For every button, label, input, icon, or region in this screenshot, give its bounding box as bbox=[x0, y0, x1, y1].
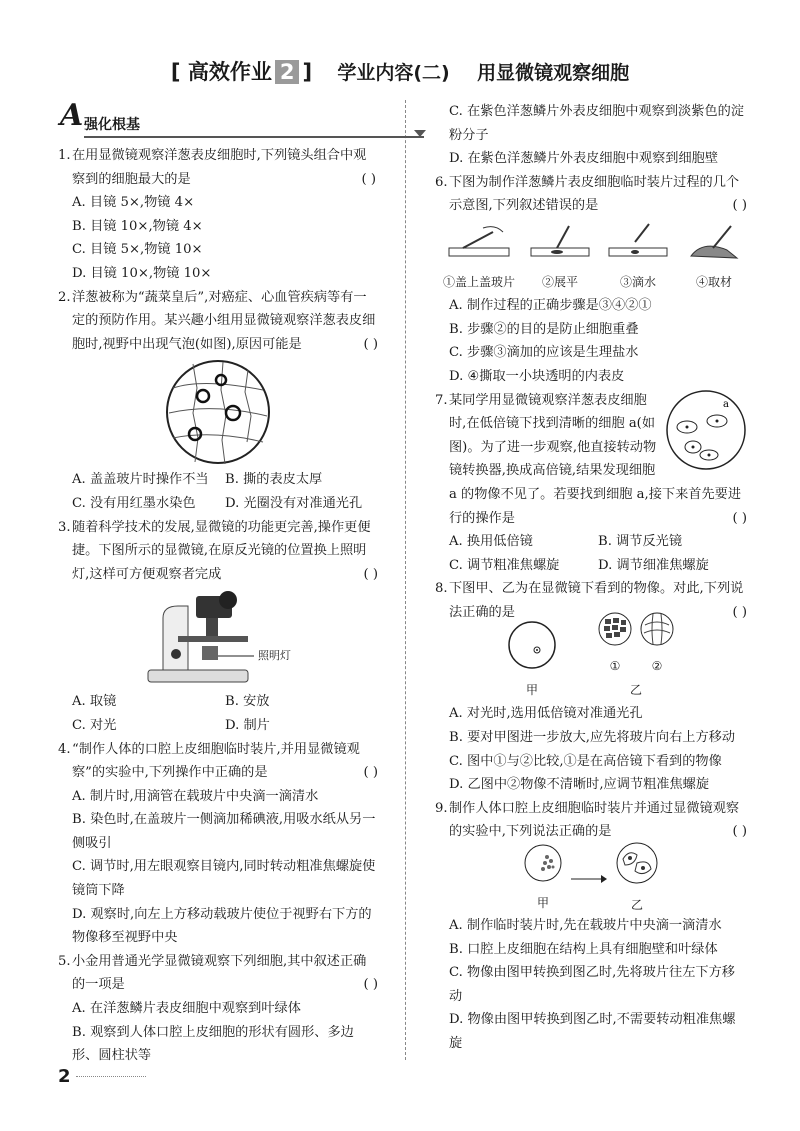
right-column bbox=[435, 100, 747, 1056]
option-row bbox=[58, 690, 378, 714]
option-b[interactable]: B. 安放 bbox=[225, 694, 270, 710]
question-number: 6. bbox=[435, 174, 448, 190]
yi-label: 乙 bbox=[630, 897, 643, 912]
option-d[interactable]: D. 乙图中②物像不清晰时,应调节粗准焦螺旋 bbox=[449, 777, 710, 793]
step-1-label: ①盖上盖玻片 bbox=[442, 274, 515, 289]
step-4 bbox=[681, 222, 747, 294]
option-c[interactable]: C. 在紫色洋葱鳞片外表皮细胞中观察到淡紫色的淀粉分子 bbox=[449, 104, 744, 143]
header-bracket-right: ] bbox=[302, 60, 313, 84]
question-8 bbox=[435, 577, 747, 624]
answer-paren: ( ) bbox=[732, 604, 747, 620]
question-stem: 在用显微镜观察洋葱表皮细胞时,下列镜头组合中观察到的细胞最大的是 bbox=[72, 148, 367, 187]
question-stem: 制作人体口腔上皮细胞临时装片并通过显微镜观察的实验中,下列说法正确的是 bbox=[449, 800, 740, 840]
option-row bbox=[58, 714, 378, 738]
step-2-label: ②展平 bbox=[541, 274, 578, 289]
jia-cells-image bbox=[523, 843, 563, 883]
option-a[interactable]: A. 换用低倍镜 bbox=[449, 534, 533, 550]
jia-label: 甲 bbox=[536, 895, 549, 910]
section-heading bbox=[58, 98, 378, 140]
option-c[interactable]: C. 没有用红墨水染色 bbox=[72, 495, 196, 511]
question-3 bbox=[58, 516, 378, 587]
step-2 bbox=[525, 222, 595, 294]
section-label: 强化根基 bbox=[84, 117, 140, 133]
option-row bbox=[435, 554, 747, 578]
option-row bbox=[435, 530, 747, 554]
option-d[interactable]: D. 物像由图甲转换到图乙时,不需要转动粗准焦螺旋 bbox=[449, 1012, 736, 1051]
option-d[interactable]: D. 光圈没有对准通光孔 bbox=[225, 495, 363, 511]
option-d[interactable]: D. 制片 bbox=[225, 717, 270, 733]
microscope-image bbox=[118, 588, 318, 688]
question-stem: 下图甲、乙为在显微镜下看到的物像。对此,下列说法正确的是 bbox=[449, 581, 744, 620]
option-d[interactable]: D. 调节细准焦螺旋 bbox=[598, 557, 709, 573]
option-a[interactable]: A. 目镜 5×,物镜 4× bbox=[72, 195, 195, 211]
cheek-cells-figure bbox=[435, 844, 747, 914]
header-title: 高效作业 bbox=[187, 60, 272, 84]
option-d[interactable]: D. ④撕取一小块透明的内表皮 bbox=[449, 368, 625, 384]
header-topic: 用显微镜观察细胞 bbox=[477, 62, 630, 84]
answer-paren: ( ) bbox=[361, 171, 376, 187]
spread-image bbox=[527, 222, 593, 262]
take-sample-image bbox=[683, 222, 745, 262]
jia-view bbox=[523, 843, 563, 915]
left-column bbox=[58, 98, 378, 1068]
question-number: 1. bbox=[58, 148, 71, 163]
header-number: 2 bbox=[275, 60, 300, 84]
question-stem: 随着科学技术的发展,显微镜的功能更完善,操作更便捷。下图所示的显微镜,在原反光镜的位置换上照明灯,这样可方便观察者完成 bbox=[72, 519, 371, 582]
question-stem: 洋葱被称为“蔬菜皇后”,对癌症、心血管疾病等有一定的预防作用。某兴趣小组用显微镜观察洋葱表皮细胞时,视野中出现气泡(如图),原因可能是 bbox=[72, 289, 376, 352]
question-7 bbox=[435, 389, 747, 531]
question-4 bbox=[58, 738, 378, 785]
question-stem: 小金用普通光学显微镜观察下列细胞,其中叙述正确的一项是 bbox=[72, 953, 367, 993]
option-b[interactable]: B. 染色时,在盖玻片一侧滴加稀碘液,用吸水纸从另一侧吸引 bbox=[72, 812, 376, 851]
question-number: 9. bbox=[435, 800, 448, 816]
answer-paren: ( ) bbox=[732, 198, 747, 214]
page-number-dots bbox=[76, 1076, 146, 1077]
question-number: 4. bbox=[58, 741, 71, 757]
header-bracket-left: [ bbox=[170, 60, 181, 84]
option-a[interactable]: A. 对光时,选用低倍镜对准通光孔 bbox=[449, 706, 643, 722]
step-4-label: ④取材 bbox=[695, 274, 732, 289]
section-bar bbox=[84, 136, 424, 138]
option-c[interactable]: C. 对光 bbox=[72, 717, 117, 733]
option-row bbox=[58, 492, 378, 516]
answer-paren: ( ) bbox=[732, 510, 747, 526]
question-number: 8. bbox=[435, 581, 448, 597]
cell-a-figure bbox=[665, 389, 747, 471]
cover-slip-image bbox=[443, 222, 515, 262]
drip-image bbox=[605, 222, 671, 262]
question-stem: “制作人体的口腔上皮细胞临时装片,并用显微镜观察”的实验中,下列操作中正确的是 bbox=[72, 741, 360, 781]
header-subtitle: 学业内容(二) bbox=[337, 62, 450, 84]
option-c[interactable]: C. 调节粗准焦螺旋 bbox=[449, 557, 560, 573]
jia-view bbox=[507, 620, 557, 702]
option-c[interactable]: C. 调节时,用左眼观察目镜内,同时转动粗准焦螺旋使镜筒下降 bbox=[72, 859, 376, 899]
option-row bbox=[58, 468, 378, 492]
yi-label: 乙 bbox=[629, 682, 642, 697]
question-number: 3. bbox=[58, 519, 71, 535]
yi-view bbox=[615, 841, 659, 917]
option-b[interactable]: B. 撕的表皮太厚 bbox=[225, 472, 323, 488]
option-c[interactable]: C. 目镜 5×,物镜 10× bbox=[72, 242, 203, 258]
question-6 bbox=[435, 171, 747, 218]
question-1 bbox=[58, 144, 378, 191]
option-a[interactable]: A. 盖盖玻片时操作不当 bbox=[72, 472, 209, 488]
question-number: 5. bbox=[58, 953, 71, 969]
option-c[interactable]: C. 图中①与②比较,①是在高倍镜下看到的物像 bbox=[449, 753, 722, 769]
section-letter: A bbox=[60, 98, 84, 133]
jia-label: 甲 bbox=[525, 682, 538, 697]
option-a[interactable]: A. 取镜 bbox=[72, 694, 117, 710]
bubble-figure bbox=[58, 356, 378, 468]
onion-cells-bubbles-image bbox=[163, 358, 273, 466]
question-5 bbox=[58, 950, 378, 997]
question-stem: 某同学用显微镜观察洋葱表皮细胞时,在低倍镜下找到清晰的细胞 a(如图)。为了进一步观察,他直接转动物镜转换器,换成高倍镜,结果发现细胞 a 的物像不见了。若要找到细胞 a,接下来首先要进行的操作是 bbox=[449, 392, 742, 526]
option-d[interactable]: D. 在紫色洋葱鳞片外表皮细胞中观察到细胞壁 bbox=[449, 151, 719, 167]
option-a[interactable]: A. 制片时,用滴管在载玻片中央滴一滴清水 bbox=[72, 788, 319, 804]
page-number: 2 bbox=[58, 1066, 71, 1087]
option-a[interactable]: A. 制作过程的正确步骤是③④②① bbox=[449, 298, 652, 314]
option-c[interactable]: C. 步骤③滴加的应该是生理盐水 bbox=[449, 345, 639, 361]
step-1 bbox=[441, 222, 517, 294]
page-header bbox=[0, 56, 800, 86]
option-a[interactable]: A. 制作临时装片时,先在载玻片中央滴一滴清水 bbox=[449, 918, 722, 934]
jia-yi-figure bbox=[435, 624, 747, 702]
question-9 bbox=[435, 797, 747, 844]
option-b[interactable]: B. 口腔上皮细胞在结构上具有细胞壁和叶绿体 bbox=[449, 941, 718, 957]
option-b[interactable]: B. 步骤②的目的是防止细胞重叠 bbox=[449, 321, 639, 337]
option-c[interactable]: C. 物像由图甲转换到图乙时,先将玻片往左下方移动 bbox=[449, 965, 735, 1004]
question-stem: 下图为制作洋葱鳞片表皮细胞临时装片过程的几个示意图,下列叙述错误的是 bbox=[449, 174, 740, 214]
yi-cells-image bbox=[615, 841, 659, 885]
answer-paren: ( ) bbox=[363, 977, 378, 993]
answer-paren: ( ) bbox=[363, 566, 378, 582]
arrow-right-icon bbox=[571, 873, 607, 885]
option-b[interactable]: B. 观察到人体口腔上皮细胞的形状有圆形、多边形、圆柱状等 bbox=[72, 1024, 354, 1064]
option-b[interactable]: B. 调节反光镜 bbox=[598, 534, 683, 550]
answer-paren: ( ) bbox=[363, 765, 378, 781]
section-triangle-icon bbox=[414, 130, 426, 137]
microscope-figure bbox=[58, 586, 378, 690]
answer-paren: ( ) bbox=[363, 336, 378, 352]
slide-steps-figure bbox=[435, 218, 747, 294]
cell-a-label: a bbox=[723, 398, 729, 410]
option-a[interactable]: A. 在洋葱鳞片表皮细胞中观察到叶绿体 bbox=[72, 1001, 301, 1017]
step-3-label: ③滴水 bbox=[619, 274, 656, 289]
yi-2-label: ② bbox=[651, 659, 663, 674]
option-b[interactable]: B. 目镜 10×,物镜 4× bbox=[72, 218, 203, 234]
answer-paren: ( ) bbox=[732, 824, 747, 840]
step-3 bbox=[603, 222, 673, 294]
column-divider bbox=[405, 100, 406, 1060]
jia-circle-image bbox=[507, 620, 557, 670]
question-number: 7. bbox=[435, 392, 448, 408]
option-b[interactable]: B. 要对甲图进一步放大,应先将玻片向右上方移动 bbox=[449, 730, 736, 746]
option-d[interactable]: D. 目镜 10×,物镜 10× bbox=[72, 265, 212, 281]
yi-1-label: ① bbox=[609, 659, 621, 674]
question-number: 2. bbox=[58, 289, 71, 305]
lamp-label: 照明灯 bbox=[258, 649, 291, 663]
question-2 bbox=[58, 286, 378, 357]
option-d[interactable]: D. 观察时,向左上方移动载玻片使位于视野右下方的物像移至视野中央 bbox=[72, 906, 372, 946]
